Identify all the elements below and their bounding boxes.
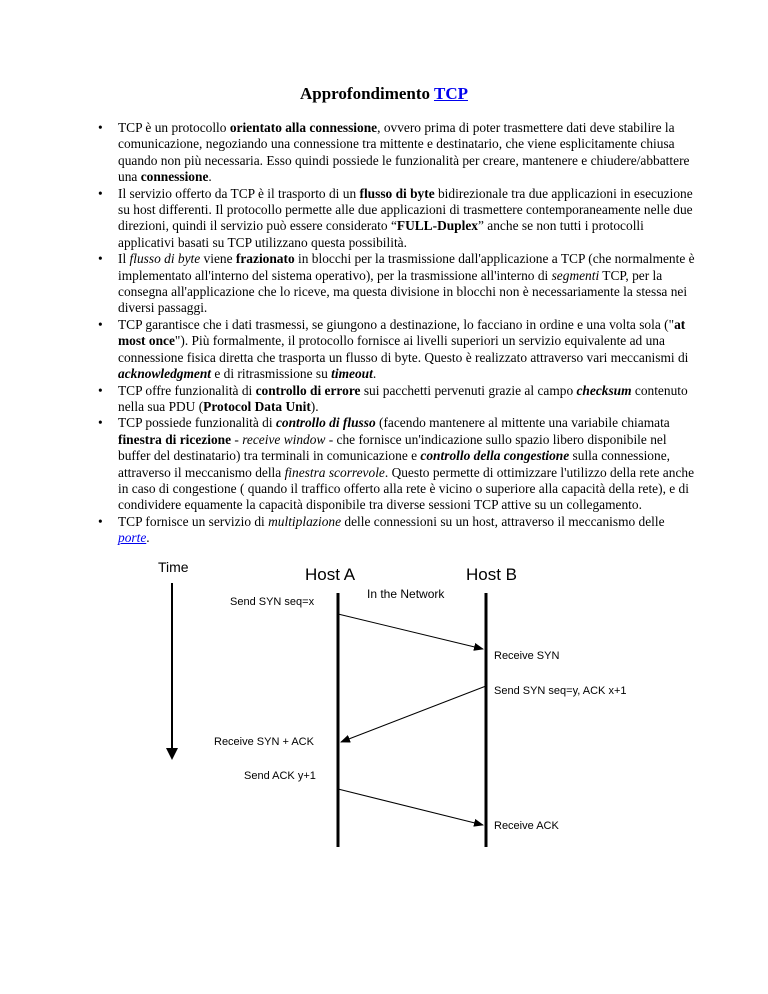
bullet-list — [98, 120, 698, 547]
bold-text: connessione — [140, 169, 209, 185]
time-arrow-icon — [166, 748, 178, 760]
bold-text: FULL-Duplex — [396, 218, 478, 234]
bullet-text: TCP garantisce che i dati trasmessi, se giungono a destinazione, lo facciano in ordine e una volta sola (" — [118, 316, 675, 332]
bullet-item — [98, 317, 698, 383]
italic-text: flusso di byte — [129, 251, 201, 267]
bullet-text: TCP possiede funzionalità di — [118, 415, 276, 431]
bullet-text: TCP fornisce un servizio di — [118, 513, 269, 529]
page-title — [0, 84, 768, 104]
bold-italic-text: controllo di flusso — [275, 415, 376, 431]
bullet-text: ” anche se non tutti i protocolli applicativi basati su TCP utilizzano questa possibilità. — [118, 218, 644, 250]
bullet-text: - — [231, 431, 243, 447]
bullet-text: sulla connessione, attraverso il meccanismo della — [118, 448, 670, 480]
bullet-text: bidirezionale tra due applicazioni in esecuzione su host differenti. Il protocollo permette alle due applicazioni di trasmettere contemporaneamente nelle due direzioni, quindi il servizio può essere considerato “ — [118, 185, 693, 234]
bullet-text: e di ritrasmissione su — [211, 366, 332, 382]
italic-text: receive window — [242, 431, 326, 447]
bullet-text: in blocchi per la trasmissione dall'applicazione a TCP (che normalmente è implementato all'interno del sistema operativo), per la trasmissione all'interno di — [118, 251, 695, 283]
italic-text: multiplazione — [268, 513, 342, 529]
bullet-text: . — [146, 530, 150, 546]
bullet-text: TCP è un protocollo — [118, 120, 230, 135]
bullet-text: TCP offre funzionalità di — [118, 382, 256, 398]
receive-ack-label: Receive ACK — [494, 820, 559, 832]
bullet-item — [98, 514, 698, 547]
bullet-item — [98, 120, 698, 186]
host-b-label: Host B — [466, 565, 518, 584]
time-label: Time — [158, 559, 189, 575]
bullet-item — [98, 251, 698, 317]
bullet-text: contenuto nella sua PDU ( — [118, 382, 688, 414]
bullet-text: . Questo permette di ottimizzare l'utilizzo della rete anche in caso di congestione ( quando il traffico offerto alla rete è vicino o superiore alla capacità della rete), e di condividere equamente la capacità disponibile tra diverse sessioni TCP attive su un collegamento. — [118, 464, 695, 513]
bullet-item — [98, 415, 698, 513]
bullet-text: delle connessioni su un host, attraverso il meccanismo delle — [341, 513, 665, 529]
bullet-text: , ovvero prima di poter trasmettere dati deve stabilire la comunicazione, negoziando una connessione tra mittente e destinatario, che viene esplicitamente chiusa quando non più necessaria. Esso quindi possiede le funzionalità per creare, mantenere e chiudere/abbattere una — [118, 120, 690, 185]
bold-text: orientato alla connessione — [229, 120, 378, 135]
bold-text: Protocol Data Unit — [203, 398, 311, 414]
ack-arrow — [338, 789, 483, 825]
bullet-text: "). Più formalmente, il protocollo fornisce ai livelli superiori un servizio equivalente ad una connessione fisica diretta che trasporta un flusso di byte. Questo è realizzato attraverso vari meccanismi di — [118, 333, 689, 365]
send-ack-label: Send ACK y+1 — [244, 770, 316, 782]
bold-italic-text: controllo della congestione — [420, 448, 570, 464]
porte-link[interactable]: porte — [118, 530, 147, 546]
bullet-item — [98, 186, 698, 252]
bullet-text: . — [372, 366, 377, 382]
send-syn-label: Send SYN seq=x — [230, 596, 315, 608]
bold-italic-text: checksum — [576, 382, 632, 398]
receive-syn-ack-label: Receive SYN + ACK — [214, 736, 314, 748]
italic-text: segmenti — [551, 267, 600, 283]
bullet-text: . — [208, 169, 212, 185]
bullet-text: sui pacchetti pervenuti grazie al campo — [360, 382, 577, 398]
bold-text: frazionato — [235, 251, 295, 267]
bullet-item — [98, 383, 698, 416]
bullet-text: TCP, per la consegna all'applicazione che lo riceve, ma questa divisione in blocchi non è necessariamente la stessa nei diversi passaggi. — [118, 267, 688, 316]
tcp-handshake-diagram — [150, 555, 650, 875]
bullet-text: - che fornisce un'indicazione sullo spazio libero disponibile nel buffer del destinatario) tra terminali in comunicazione e — [118, 431, 667, 464]
bullet-text: Il — [118, 251, 130, 267]
bold-italic-text: timeout — [331, 366, 373, 382]
bold-text: finestra di ricezione — [118, 431, 232, 447]
bold-text: controllo di errore — [255, 382, 361, 398]
bullet-text: Il servizio offerto da TCP è il trasporto di un — [118, 185, 360, 201]
syn-ack-arrow — [341, 686, 486, 742]
bold-text: flusso di byte — [359, 185, 435, 201]
network-label: In the Network — [367, 587, 445, 601]
bold-text: at most once — [118, 316, 686, 349]
bold-italic-text: acknowledgment — [118, 366, 211, 382]
bullet-text: (facendo mantenere al mittente una variabile chiamata — [375, 415, 670, 431]
bullet-text: viene — [200, 251, 236, 267]
tcp-title-link[interactable]: TCP — [433, 84, 468, 103]
host-a-label: Host A — [305, 565, 356, 584]
syn-arrow — [338, 614, 483, 649]
bullet-text: ). — [310, 398, 319, 414]
title-text: Approfondimento — [300, 84, 434, 103]
receive-syn-label: Receive SYN — [494, 650, 560, 662]
send-syn-ack-label: Send SYN seq=y, ACK x+1 — [494, 685, 627, 697]
italic-text: finestra scorrevole — [284, 464, 385, 480]
